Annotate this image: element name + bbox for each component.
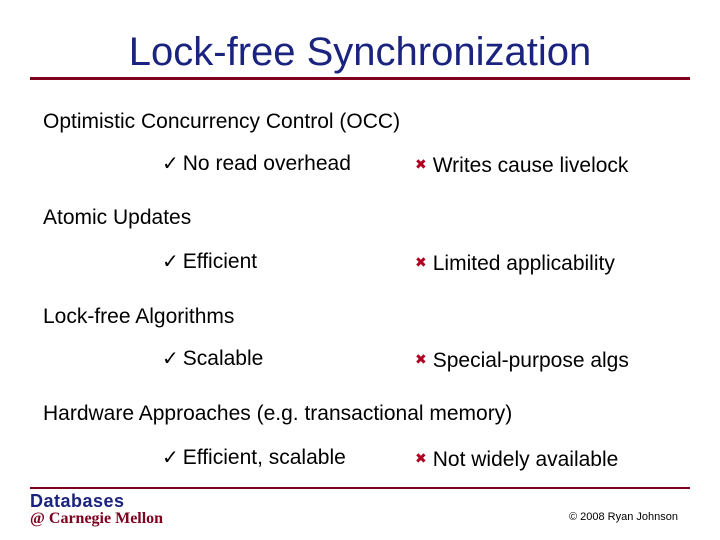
section-heading-hardware: Hardware Approaches (e.g. transactional memory) — [43, 402, 513, 425]
pro-text: Efficient — [182, 250, 258, 273]
databases-logo — [30, 492, 180, 528]
slide-title: Lock-free Synchronization — [128, 30, 592, 74]
pro-item-lockfree — [162, 346, 263, 372]
pro-item-occ — [162, 151, 351, 177]
pro-text: Scalable — [182, 347, 264, 370]
check-icon: ✓ — [162, 447, 179, 469]
title-divider — [30, 77, 690, 80]
section-heading-lockfree: Lock-free Algorithms — [43, 305, 235, 328]
check-icon: ✓ — [162, 153, 179, 175]
logo-line2: @ Carnegie Mellon — [30, 510, 164, 527]
section-heading-occ: Optimistic Concurrency Control (OCC) — [43, 110, 401, 133]
pro-text: No read overhead — [182, 152, 351, 175]
logo-line1: Databases — [30, 491, 125, 511]
con-text: Limited applicability — [432, 252, 615, 275]
check-icon: ✓ — [162, 251, 179, 273]
con-item-hardware — [415, 445, 618, 473]
pro-item-hardware — [162, 445, 346, 471]
cross-icon: ✖ — [415, 254, 427, 270]
con-item-lockfree — [415, 346, 629, 374]
section-heading-atomic: Atomic Updates — [43, 206, 192, 229]
pro-text: Efficient, scalable — [182, 446, 346, 469]
copyright: © 2008 Ryan Johnson — [568, 511, 678, 523]
cross-icon: ✖ — [415, 351, 427, 367]
pro-item-atomic — [162, 249, 257, 275]
con-text: Writes cause livelock — [432, 154, 629, 177]
con-item-occ — [415, 151, 628, 179]
cross-icon: ✖ — [415, 450, 427, 466]
con-item-atomic — [415, 249, 615, 277]
cross-icon: ✖ — [415, 156, 427, 172]
check-icon: ✓ — [162, 348, 179, 370]
footer-divider — [30, 487, 690, 489]
con-text: Special-purpose algs — [432, 349, 629, 372]
con-text: Not widely available — [432, 448, 619, 471]
